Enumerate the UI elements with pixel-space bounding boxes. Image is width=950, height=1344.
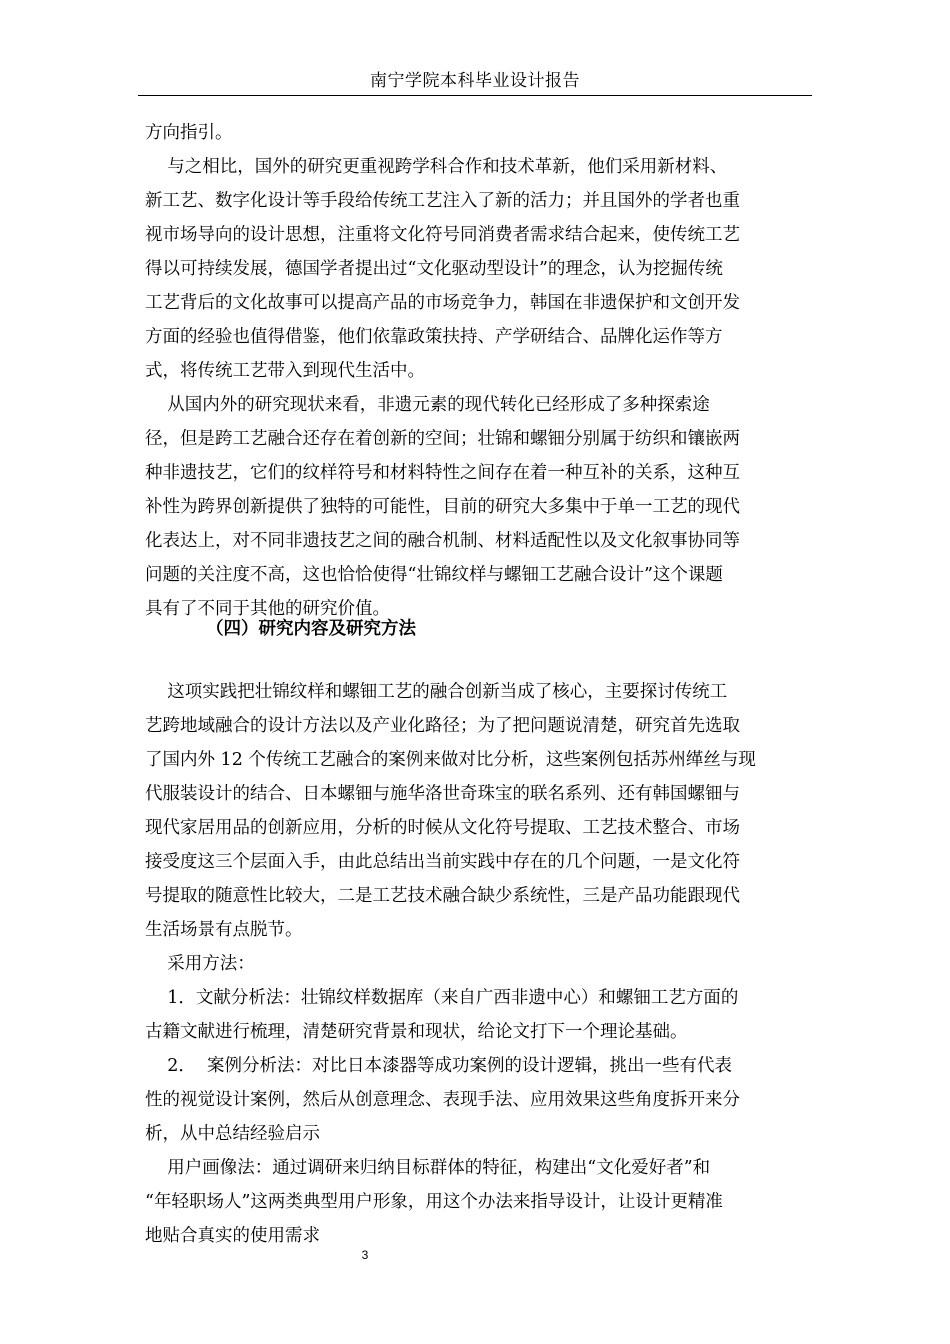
text-line: 用户画像法：通过调研来归纳目标群体的特征，构建出“文化爱好者”和 (145, 1158, 711, 1178)
text-line: 得以可持续发展，德国学者提出过“文化驱动型设计”的理念，认为挖掘传统 (145, 259, 723, 279)
text-line: 代服装设计的结合、日本螺钿与施华洛世奇珠宝的联名系列、还有韩国螺钿与 (145, 784, 740, 804)
text-line: 了国内外 12 个传统工艺融合的案例来做对比分析，这些案例包括苏州缂丝与现 (145, 750, 756, 770)
body-text-top (145, 116, 807, 626)
text-line: 视市场导向的设计思想，注重将文化符号同消费者需求结合起来，使传统工艺 (145, 225, 740, 245)
text-line: 补性为跨界创新提供了独特的可能性，目前的研究大多集中于单一工艺的现代 (145, 497, 740, 517)
text-line: 2． 案例分析法：对比日本漆器等成功案例的设计逻辑，挑出一些有代表 (145, 1056, 733, 1076)
text-line: 艺跨地域融合的设计方法以及产业化路径；为了把问题说清楚，研究首先选取 (145, 716, 740, 736)
text-line: 现代家居用品的创新应用，分析的时候从文化符号提取、工艺技术整合、市场 (145, 818, 740, 838)
text-line: 号提取的随意性比较大，二是工艺技术融合缺少系统性，三是产品功能跟现代 (145, 886, 740, 906)
text-line: 问题的关注度不高，这也恰恰使得“壮锦纹样与螺钿工艺融合设计”这个课题 (145, 565, 723, 585)
text-line: “年轻职场人”这两类典型用户形象，用这个办法来指导设计，让设计更精准 (145, 1192, 723, 1212)
text-line: 方向指引。 (145, 123, 233, 143)
text-line: 1．文献分析法：壮锦纹样数据库（来自广西非遗中心）和螺钿工艺方面的 (145, 988, 739, 1008)
text-line: 具有了不同于其他的研究价值。 (145, 599, 390, 619)
text-line: 种非遗技艺，它们的纹样符号和材料特性之间存在着一种互补的关系，这种互 (145, 463, 740, 483)
page-header-title: 南宁学院本科毕业设计报告 (370, 71, 580, 91)
text-line: 古籍文献进行梳理，清楚研究背景和现状，给论文打下一个理论基础。 (145, 1022, 688, 1042)
text-line: 生活场景有点脱节。 (145, 920, 303, 940)
section-heading: （四）研究内容及研究方法 (206, 619, 416, 639)
text-line: 与之相比，国外的研究更重视跨学科合作和技术革新，他们采用新材料、 (145, 157, 728, 177)
text-line: 这项实践把壮锦纹样和螺钿工艺的融合创新当成了核心，主要探讨传统工 (145, 682, 728, 702)
body-text-bottom (145, 675, 807, 1253)
text-line: 工艺背后的文化故事可以提高产品的市场竞争力，韩国在非遗保护和文创开发 (145, 293, 740, 313)
text-line: 地贴合真实的使用需求 (145, 1226, 320, 1246)
header-divider (138, 95, 812, 96)
text-line: 性的视觉设计案例，然后从创意理念、表现手法、应用效果这些角度拆开来分 (145, 1090, 740, 1110)
text-line: 接受度这三个层面入手，由此总结出当前实践中存在的几个问题，一是文化符 (145, 852, 740, 872)
text-line: 析，从中总结经验启示 (145, 1124, 320, 1144)
text-line: 式，将传统工艺带入到现代生活中。 (145, 361, 425, 381)
text-line: 径，但是跨工艺融合还存在着创新的空间；壮锦和螺钿分别属于纺织和镶嵌两 (145, 429, 740, 449)
text-line: 从国内外的研究现状来看，非遗元素的现代转化已经形成了多种探索途 (145, 395, 710, 415)
text-line: 化表达上，对不同非遗技艺之间的融合机制、材料适配性以及文化叙事协同等 (145, 531, 740, 551)
text-line: 方面的经验也值得借鉴，他们依靠政策扶持、产学研结合、品牌化运作等方 (145, 327, 723, 347)
text-line: 采用方法： (145, 954, 255, 974)
text-line: 新工艺、数字化设计等手段给传统工艺注入了新的活力；并且国外的学者也重 (145, 191, 740, 211)
page-number: 3 (361, 1248, 369, 1262)
